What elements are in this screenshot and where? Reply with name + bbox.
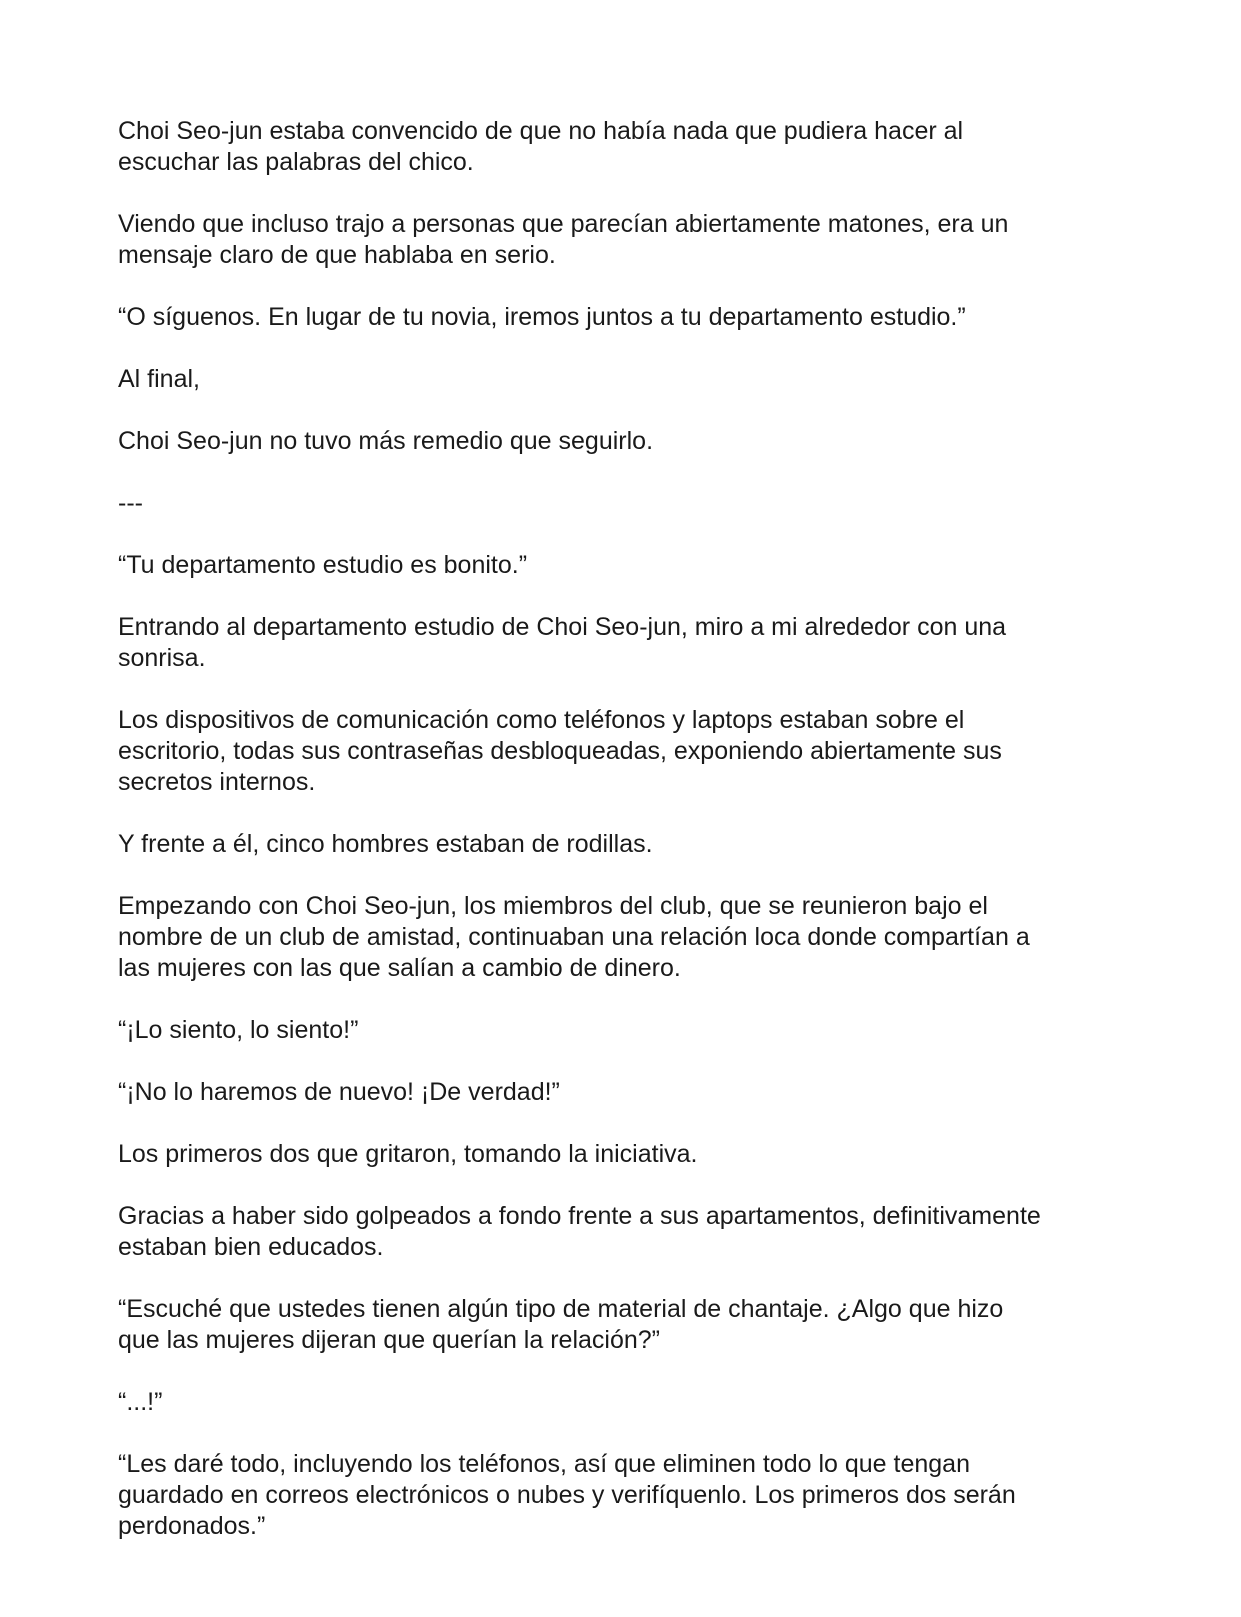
paragraph: Los dispositivos de comunicación como teléfonos y laptops estaban sobre el escritorio, todas sus contraseñas desbloqueadas, exponiendo abiertamente sus secretos internos. — [118, 706, 1002, 796]
paragraph: Y frente a él, cinco hombres estaban de rodillas. — [118, 830, 653, 858]
paragraph: Gracias a haber sido golpeados a fondo frente a sus apartamentos, definitivamente estaban bien educados. — [118, 1202, 1041, 1261]
paragraph: “...!” — [118, 1388, 163, 1416]
paragraph: Los primeros dos que gritaron, tomando la iniciativa. — [118, 1140, 698, 1168]
paragraph: “Les daré todo, incluyendo los teléfonos, así que eliminen todo lo que tengan guardado en correos electrónicos o nubes y verifíquenlo. Los primeros dos serán perdonados.” — [118, 1450, 1016, 1540]
paragraph: Choi Seo-jun estaba convencido de que no había nada que pudiera hacer al escuchar las palabras del chico. — [118, 117, 964, 176]
paragraph: “Tu departamento estudio es bonito.” — [118, 551, 528, 579]
paragraph: Al final, — [118, 365, 200, 393]
paragraph: Viendo que incluso trajo a personas que parecían abiertamente matones, era un mensaje claro de que hablaba en serio. — [118, 210, 1009, 269]
paragraph: Empezando con Choi Seo-jun, los miembros del club, que se reunieron bajo el nombre de un club de amistad, continuaban una relación loca donde compartían a las mujeres con las que salían a cambio de dinero. — [118, 892, 1030, 982]
paragraph: Choi Seo-jun no tuvo más remedio que seguirlo. — [118, 427, 654, 455]
paragraph: “O síguenos. En lugar de tu novia, iremos juntos a tu departamento estudio.” — [118, 303, 966, 331]
paragraph: Entrando al departamento estudio de Choi Seo-jun, miro a mi alrededor con una sonrisa. — [118, 613, 1007, 672]
paragraph: “¡Lo siento, lo siento!” — [118, 1016, 359, 1044]
document-body — [118, 116, 1128, 1542]
paragraph: “Escuché que ustedes tienen algún tipo de material de chantaje. ¿Algo que hizo que las mujeres dijeran que querían la relación?” — [118, 1295, 1004, 1354]
section-separator: --- — [118, 489, 143, 517]
paragraph: “¡No lo haremos de nuevo! ¡De verdad!” — [118, 1078, 560, 1106]
